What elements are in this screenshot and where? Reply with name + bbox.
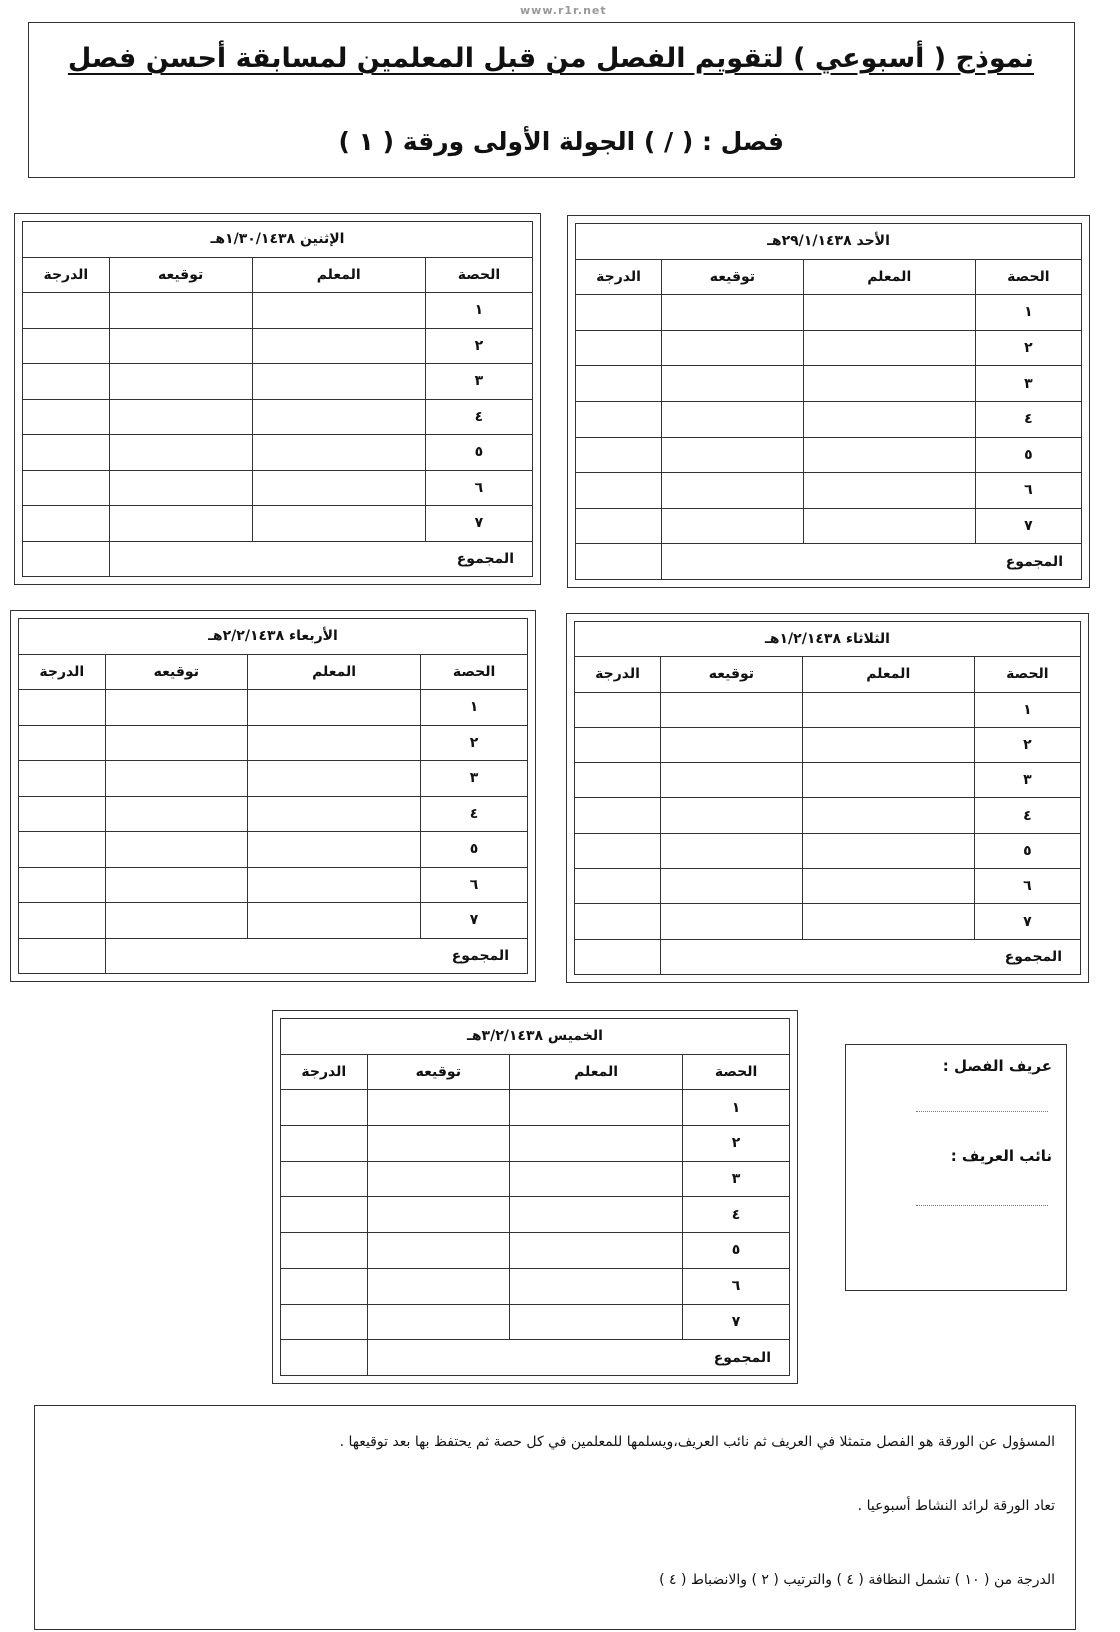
class-leaders-box xyxy=(845,1044,1067,1291)
col-period: الحصة xyxy=(421,654,528,690)
signature-cell[interactable] xyxy=(105,761,248,797)
signature-cell[interactable] xyxy=(662,330,804,366)
col-grade: الدرجة xyxy=(19,654,106,690)
col-teacher: المعلم xyxy=(252,257,425,293)
period-number: ٥ xyxy=(974,833,1080,868)
signature-cell[interactable] xyxy=(661,904,803,939)
teacher-cell[interactable] xyxy=(802,904,974,939)
table-row xyxy=(575,833,1081,868)
table-row xyxy=(23,364,533,400)
table-row xyxy=(576,473,1082,509)
instruction-2: تعاد الورقة لرائد النشاط أسبوعيا . xyxy=(857,1498,1055,1514)
grade-cell[interactable] xyxy=(575,763,661,798)
form-subtitle: فصل : ( / ) الجولة الأولى ورقة ( ١ ) xyxy=(338,127,784,156)
table-row xyxy=(575,904,1081,939)
period-number: ٤ xyxy=(425,399,532,435)
teacher-cell[interactable] xyxy=(252,470,425,506)
grade-cell[interactable] xyxy=(19,690,106,726)
table-row xyxy=(281,1268,790,1304)
period-number: ٧ xyxy=(974,904,1080,939)
col-period: الحصة xyxy=(975,259,1081,295)
table-row xyxy=(575,727,1081,762)
grade-cell[interactable] xyxy=(19,867,106,903)
signature-cell[interactable] xyxy=(661,833,803,868)
teacher-cell[interactable] xyxy=(802,727,974,762)
total-label: المجموع xyxy=(367,1340,789,1376)
schedule-table xyxy=(18,618,528,974)
table-row xyxy=(575,763,1081,798)
period-number: ٤ xyxy=(974,798,1080,833)
teacher-cell[interactable] xyxy=(510,1268,683,1304)
teacher-cell[interactable] xyxy=(252,328,425,364)
signature-cell[interactable] xyxy=(661,692,803,727)
total-row xyxy=(23,541,533,577)
total-row xyxy=(575,939,1081,974)
grade-cell[interactable] xyxy=(281,1126,368,1162)
grade-cell[interactable] xyxy=(23,328,110,364)
col-teacher: المعلم xyxy=(802,657,974,692)
grade-cell[interactable] xyxy=(281,1161,368,1197)
grade-cell[interactable] xyxy=(575,833,661,868)
total-label: المجموع xyxy=(109,541,532,577)
day-table-thursday xyxy=(272,1010,798,1384)
period-number: ١ xyxy=(425,293,532,329)
signature-cell[interactable] xyxy=(661,727,803,762)
grade-cell[interactable] xyxy=(281,1090,368,1126)
teacher-cell[interactable] xyxy=(252,435,425,471)
table-row xyxy=(19,690,528,726)
period-number: ٢ xyxy=(421,725,528,761)
grade-cell[interactable] xyxy=(19,725,106,761)
grade-cell[interactable] xyxy=(576,401,662,437)
period-number: ٥ xyxy=(425,435,532,471)
table-row xyxy=(281,1304,790,1340)
day-date: الأربعاء ٢/٢/١٤٣٨هـ xyxy=(19,619,528,655)
table-row xyxy=(19,832,528,868)
table-row xyxy=(19,796,528,832)
signature-cell[interactable] xyxy=(367,1197,510,1233)
teacher-cell[interactable] xyxy=(252,506,425,542)
table-row xyxy=(19,867,528,903)
total-label: المجموع xyxy=(661,939,1081,974)
period-number: ٥ xyxy=(683,1233,790,1269)
day-table-tuesday xyxy=(566,613,1089,983)
table-row xyxy=(575,869,1081,904)
period-number: ٦ xyxy=(975,473,1081,509)
instructions-box xyxy=(34,1405,1076,1630)
teacher-cell[interactable] xyxy=(802,869,974,904)
col-grade: الدرجة xyxy=(23,257,110,293)
period-number: ١ xyxy=(683,1090,790,1126)
grade-cell[interactable] xyxy=(576,508,662,544)
period-number: ١ xyxy=(974,692,1080,727)
table-row xyxy=(281,1090,790,1126)
grade-cell[interactable] xyxy=(281,1233,368,1269)
grade-cell[interactable] xyxy=(19,903,106,939)
period-number: ٧ xyxy=(425,506,532,542)
signature-cell[interactable] xyxy=(367,1126,510,1162)
period-number: ٢ xyxy=(425,328,532,364)
teacher-cell[interactable] xyxy=(802,798,974,833)
signature-cell[interactable] xyxy=(109,293,252,329)
period-number: ٥ xyxy=(421,832,528,868)
instruction-3: الدرجة من ( ١٠ ) تشمل النظافة ( ٤ ) والترتيب ( ٢ ) والانضباط ( ٤ ) xyxy=(659,1572,1055,1588)
col-period: الحصة xyxy=(974,657,1080,692)
table-row xyxy=(281,1197,790,1233)
signature-cell[interactable] xyxy=(105,725,248,761)
signature-cell[interactable] xyxy=(105,867,248,903)
signature-cell[interactable] xyxy=(661,763,803,798)
grade-cell[interactable] xyxy=(575,798,661,833)
teacher-cell[interactable] xyxy=(802,692,974,727)
table-row xyxy=(576,508,1082,544)
form-header xyxy=(28,22,1075,178)
teacher-cell[interactable] xyxy=(803,401,975,437)
signature-cell[interactable] xyxy=(109,435,252,471)
table-row xyxy=(19,761,528,797)
signature-cell[interactable] xyxy=(105,690,248,726)
table-row xyxy=(281,1161,790,1197)
teacher-cell[interactable] xyxy=(803,437,975,473)
total-row xyxy=(19,938,528,974)
teacher-cell[interactable] xyxy=(248,832,421,868)
form-title: نموذج ( أسبوعي ) لتقويم الفصل من قبل المعلمين لمسابقة أحسن فصل xyxy=(67,43,1034,74)
day-table-sunday xyxy=(567,215,1090,588)
table-row xyxy=(281,1233,790,1269)
period-number: ٣ xyxy=(425,364,532,400)
day-date: الإثنين ١/٣٠/١٤٣٨هـ xyxy=(23,222,533,258)
period-number: ٦ xyxy=(421,867,528,903)
grade-cell[interactable] xyxy=(576,330,662,366)
period-number: ٦ xyxy=(974,869,1080,904)
total-row xyxy=(281,1340,790,1376)
deputy-leader-line[interactable] xyxy=(916,1205,1048,1206)
total-grade-cell[interactable] xyxy=(23,541,110,577)
teacher-cell[interactable] xyxy=(510,1126,683,1162)
teacher-cell[interactable] xyxy=(510,1233,683,1269)
total-grade-cell[interactable] xyxy=(575,939,661,974)
col-period: الحصة xyxy=(683,1054,790,1090)
teacher-cell[interactable] xyxy=(252,364,425,400)
total-grade-cell[interactable] xyxy=(576,544,662,580)
table-row xyxy=(576,437,1082,473)
period-number: ٣ xyxy=(421,761,528,797)
signature-cell[interactable] xyxy=(109,328,252,364)
signature-cell[interactable] xyxy=(367,1304,510,1340)
period-number: ١ xyxy=(421,690,528,726)
instruction-1: المسؤول عن الورقة هو الفصل متمثلا في العريف ثم نائب العريف،ويسلمها للمعلمين في كل حصة ثم يحتفظ بها بعد توقيعها . xyxy=(339,1434,1055,1450)
day-table-wednesday xyxy=(10,610,536,982)
teacher-cell[interactable] xyxy=(248,903,421,939)
grade-cell[interactable] xyxy=(281,1197,368,1233)
grade-cell[interactable] xyxy=(575,727,661,762)
table-row xyxy=(576,401,1082,437)
period-number: ٥ xyxy=(975,437,1081,473)
teacher-cell[interactable] xyxy=(510,1197,683,1233)
table-row xyxy=(19,903,528,939)
signature-cell[interactable] xyxy=(109,364,252,400)
day-table-monday xyxy=(14,213,541,585)
total-label: المجموع xyxy=(662,544,1082,580)
period-number: ٤ xyxy=(421,796,528,832)
table-row xyxy=(23,506,533,542)
teacher-cell[interactable] xyxy=(803,508,975,544)
period-number: ٢ xyxy=(683,1126,790,1162)
grade-cell[interactable] xyxy=(23,364,110,400)
teacher-cell[interactable] xyxy=(510,1090,683,1126)
grade-cell[interactable] xyxy=(23,435,110,471)
grade-cell[interactable] xyxy=(576,295,662,331)
signature-cell[interactable] xyxy=(662,473,804,509)
schedule-table xyxy=(574,621,1081,975)
signature-cell[interactable] xyxy=(661,869,803,904)
table-row xyxy=(576,366,1082,402)
period-number: ١ xyxy=(975,295,1081,331)
col-grade: الدرجة xyxy=(575,657,661,692)
day-date: الخميس ٣/٢/١٤٣٨هـ xyxy=(281,1019,790,1055)
grade-cell[interactable] xyxy=(23,399,110,435)
period-number: ٣ xyxy=(974,763,1080,798)
table-row xyxy=(576,295,1082,331)
grade-cell[interactable] xyxy=(575,869,661,904)
teacher-cell[interactable] xyxy=(803,473,975,509)
grade-cell[interactable] xyxy=(576,437,662,473)
table-row xyxy=(23,470,533,506)
col-grade: الدرجة xyxy=(281,1054,368,1090)
col-teacher: المعلم xyxy=(248,654,421,690)
signature-cell[interactable] xyxy=(109,470,252,506)
col-signature: توقيعه xyxy=(367,1054,510,1090)
grade-cell[interactable] xyxy=(19,796,106,832)
col-grade: الدرجة xyxy=(576,259,662,295)
grade-cell[interactable] xyxy=(575,904,661,939)
table-row xyxy=(19,725,528,761)
total-row xyxy=(576,544,1082,580)
signature-cell[interactable] xyxy=(109,399,252,435)
signature-cell[interactable] xyxy=(662,508,804,544)
teacher-cell[interactable] xyxy=(248,796,421,832)
schedule-table xyxy=(22,221,533,577)
period-number: ٦ xyxy=(425,470,532,506)
class-leader-label: عريف الفصل : xyxy=(942,1057,1052,1075)
teacher-cell[interactable] xyxy=(510,1304,683,1340)
col-signature: توقيعه xyxy=(109,257,252,293)
total-grade-cell[interactable] xyxy=(19,938,106,974)
signature-cell[interactable] xyxy=(109,506,252,542)
signature-cell[interactable] xyxy=(105,832,248,868)
teacher-cell[interactable] xyxy=(248,725,421,761)
teacher-cell[interactable] xyxy=(803,366,975,402)
period-number: ٧ xyxy=(975,508,1081,544)
period-number: ٢ xyxy=(974,727,1080,762)
table-row xyxy=(23,399,533,435)
signature-cell[interactable] xyxy=(662,295,804,331)
period-number: ٣ xyxy=(975,366,1081,402)
teacher-cell[interactable] xyxy=(803,295,975,331)
col-teacher: المعلم xyxy=(803,259,975,295)
table-row xyxy=(575,798,1081,833)
signature-cell[interactable] xyxy=(367,1161,510,1197)
signature-cell[interactable] xyxy=(367,1233,510,1269)
teacher-cell[interactable] xyxy=(248,867,421,903)
signature-cell[interactable] xyxy=(662,366,804,402)
teacher-cell[interactable] xyxy=(252,293,425,329)
signature-cell[interactable] xyxy=(661,798,803,833)
col-teacher: المعلم xyxy=(510,1054,683,1090)
day-date: الأحد ٢٩/١/١٤٣٨هـ xyxy=(576,224,1082,260)
table-row xyxy=(576,330,1082,366)
grade-cell[interactable] xyxy=(23,506,110,542)
signature-cell[interactable] xyxy=(105,903,248,939)
period-number: ٧ xyxy=(683,1304,790,1340)
grade-cell[interactable] xyxy=(23,470,110,506)
teacher-cell[interactable] xyxy=(803,330,975,366)
grade-cell[interactable] xyxy=(576,473,662,509)
col-period: الحصة xyxy=(425,257,532,293)
period-number: ٣ xyxy=(683,1161,790,1197)
period-number: ٧ xyxy=(421,903,528,939)
signature-cell[interactable] xyxy=(105,796,248,832)
class-leader-line[interactable] xyxy=(916,1111,1048,1112)
grade-cell[interactable] xyxy=(281,1304,368,1340)
day-date: الثلاثاء ١/٢/١٤٣٨هـ xyxy=(575,622,1081,657)
teacher-cell[interactable] xyxy=(252,399,425,435)
signature-cell[interactable] xyxy=(662,437,804,473)
col-signature: توقيعه xyxy=(105,654,248,690)
teacher-cell[interactable] xyxy=(248,761,421,797)
teacher-cell[interactable] xyxy=(802,763,974,798)
col-signature: توقيعه xyxy=(662,259,804,295)
signature-cell[interactable] xyxy=(367,1090,510,1126)
total-grade-cell[interactable] xyxy=(281,1340,368,1376)
grade-cell[interactable] xyxy=(576,366,662,402)
teacher-cell[interactable] xyxy=(802,833,974,868)
teacher-cell[interactable] xyxy=(510,1161,683,1197)
signature-cell[interactable] xyxy=(367,1268,510,1304)
table-row xyxy=(23,293,533,329)
period-number: ٤ xyxy=(975,401,1081,437)
table-row xyxy=(281,1126,790,1162)
period-number: ٢ xyxy=(975,330,1081,366)
table-row xyxy=(23,435,533,471)
col-signature: توقيعه xyxy=(661,657,803,692)
table-row xyxy=(575,692,1081,727)
schedule-table xyxy=(280,1018,790,1376)
grade-cell[interactable] xyxy=(19,832,106,868)
grade-cell[interactable] xyxy=(19,761,106,797)
table-row xyxy=(23,328,533,364)
watermark: www.r1r.net xyxy=(520,4,607,17)
teacher-cell[interactable] xyxy=(248,690,421,726)
period-number: ٦ xyxy=(683,1268,790,1304)
grade-cell[interactable] xyxy=(281,1268,368,1304)
deputy-leader-label: نائب العريف : xyxy=(950,1147,1052,1165)
total-label: المجموع xyxy=(105,938,527,974)
signature-cell[interactable] xyxy=(662,401,804,437)
grade-cell[interactable] xyxy=(23,293,110,329)
period-number: ٤ xyxy=(683,1197,790,1233)
schedule-table xyxy=(575,223,1082,580)
grade-cell[interactable] xyxy=(575,692,661,727)
